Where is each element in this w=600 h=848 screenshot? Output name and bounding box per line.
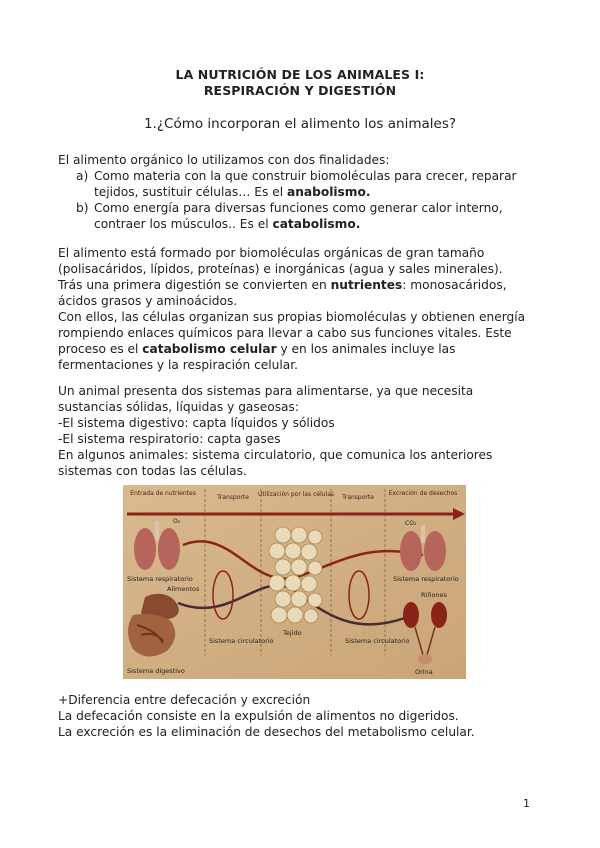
nutrition-diagram: [123, 485, 466, 679]
title-line-2: RESPIRACIÓN Y DIGESTIÓN: [203, 83, 397, 98]
paragraph-systems: [58, 383, 538, 479]
para2-sentence-2: [58, 277, 538, 309]
para2-sentence-1: El alimento está formado por biomoléculas orgánicas de gran tamaño (polisacáridos, lípidos, proteínas) e inorgánicas (agua y sales minerales).: [58, 246, 503, 276]
text: Trás una primera digestión se convierten en: [58, 278, 331, 292]
text: : monosacáridos, ácidos grasos y aminoácidos.: [58, 278, 507, 308]
bold-term: catabolismo celular: [142, 342, 277, 356]
label-utilizacion: Utilización por las células: [257, 491, 335, 498]
o2-label: O₂: [173, 518, 181, 525]
bold-term: nutrientes: [330, 278, 403, 292]
para2-sentence-3: [58, 309, 538, 373]
digestivo-label: Sistema digestivo: [127, 667, 185, 675]
purposes-block: [58, 152, 538, 232]
text: Con ellos, las células organizan sus propias biomoléculas y obtienen energía rompiendo enlaces químicos para llevar a cabo sus funciones vitales. Este proceso es el: [58, 310, 526, 356]
para4-line-2: La defecación consiste en la expulsión de alimentos no digeridos.: [58, 709, 459, 723]
label-transporte-1: Transporte: [217, 494, 249, 501]
para3-line-4: En algunos animales: sistema circulatorio, que comunica los anteriores sistemas con todas las células.: [58, 448, 493, 478]
paragraph-biomolecules: [58, 245, 538, 373]
circ-right-label: Sistema circulatorio: [345, 637, 410, 645]
item-bold: catabolismo.: [272, 217, 361, 231]
co2-label: CO₂: [405, 520, 417, 527]
text: y en los animales incluye las fermentaciones y la respiración celular.: [58, 342, 456, 372]
resp-right-label: Sistema respiratorio: [393, 575, 459, 583]
para3-line-3: -El sistema respiratorio: capta gases: [58, 432, 281, 446]
para3-line-2: -El sistema digestivo: capta líquidos y sólidos: [58, 416, 335, 430]
para4-line-1: +Diferencia entre defecación y excreción: [58, 693, 311, 707]
circ-left-label: Sistema circulatorio: [209, 637, 274, 645]
resp-left-label: Sistema respiratorio: [127, 575, 193, 583]
para4-line-3: La excreción es la eliminación de desechos del metabolismo celular.: [58, 725, 475, 739]
paragraph-defecation: [58, 692, 538, 740]
label-transporte-2: Transporte: [342, 494, 374, 501]
section-question: 1.¿Cómo incorporan el alimento los animales?: [143, 116, 457, 132]
item-label: b): [76, 201, 89, 215]
page-number: 1: [523, 797, 530, 810]
item-text: Como materia con la que construir biomoléculas para crecer, reparar tejidos, sustituir células… Es el: [94, 169, 517, 199]
title-line-1: LA NUTRICIÓN DE LOS ANIMALES I:: [175, 67, 425, 82]
item-label: a): [76, 169, 89, 183]
alimentos-label: Alimentos: [167, 585, 200, 593]
para3-line-1: Un animal presenta dos sistemas para alimentarse, ya que necesita sustancias sólidas, líquidas y gaseosas:: [58, 384, 474, 414]
purpose-item-b: [58, 200, 538, 232]
rinones-label: Riñones: [421, 591, 447, 599]
item-bold: anabolismo.: [286, 185, 371, 199]
purposes-intro: El alimento orgánico lo utilizamos con dos finalidades:: [58, 153, 390, 167]
label-entrada: Entrada de nutrientes: [130, 490, 196, 497]
orina-label: Orina: [415, 668, 433, 676]
purpose-item-a: [58, 168, 538, 200]
item-text: Como energía para diversas funciones como generar calor interno, contraer los músculos.. Es el: [94, 201, 503, 231]
tejido-label: Tejido: [283, 629, 302, 637]
label-excrecion: Excreción de desechos: [388, 490, 458, 497]
